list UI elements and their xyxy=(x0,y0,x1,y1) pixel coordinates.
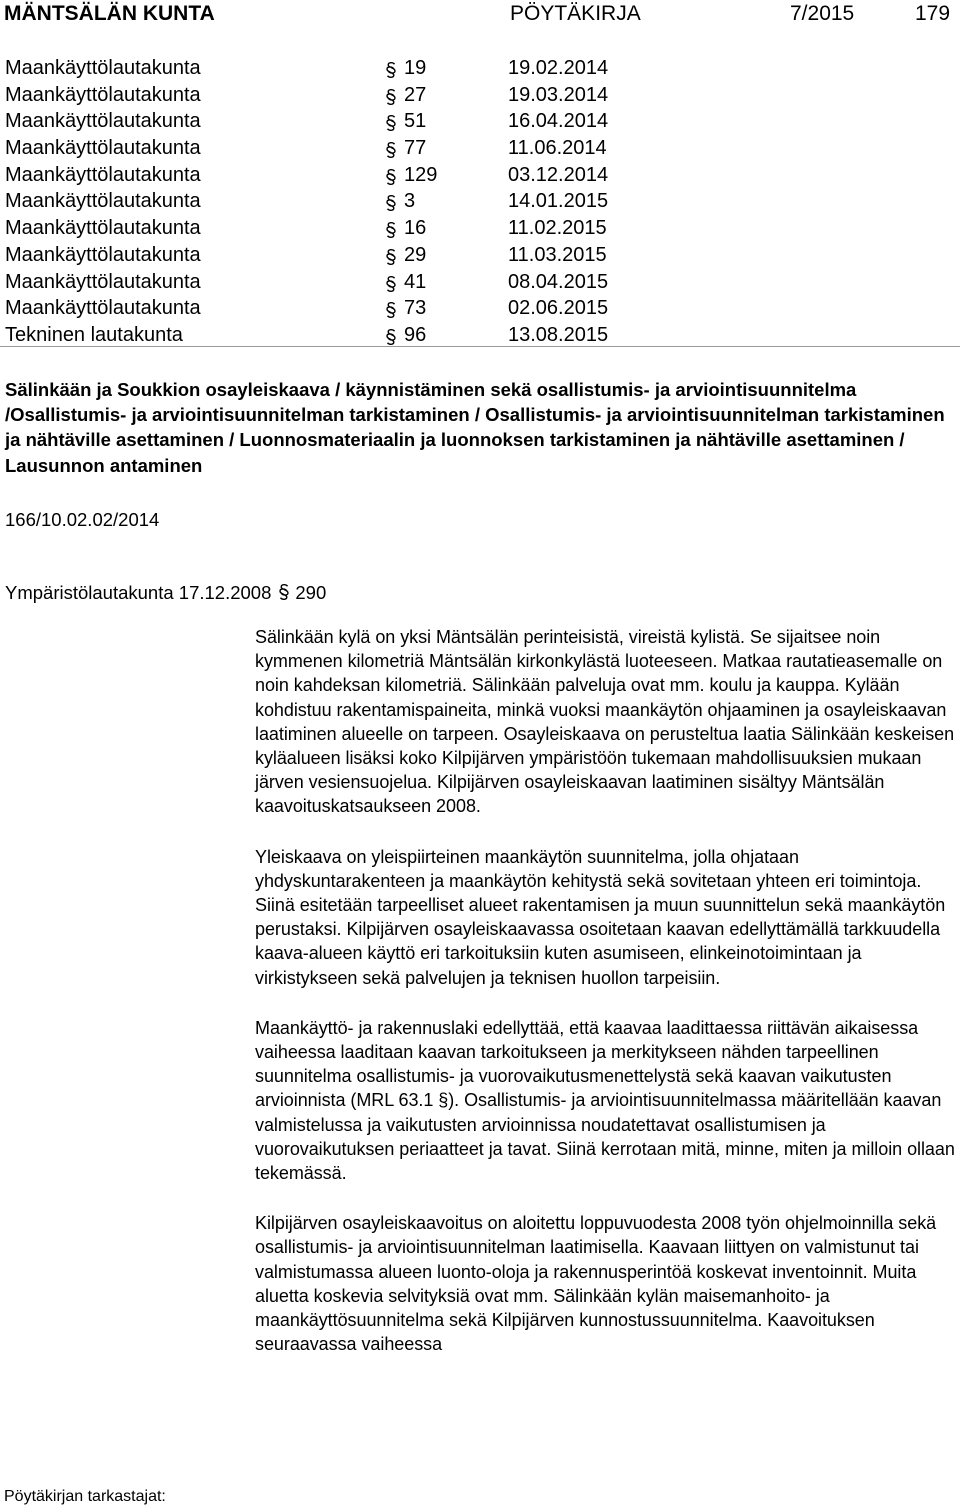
reference-body: Maankäyttölautakunta xyxy=(5,83,201,106)
section-sign-icon xyxy=(384,87,398,105)
reference-number: 41 xyxy=(404,270,427,293)
reference-date: 02.06.2015 xyxy=(508,297,609,320)
reference-body: Maankäyttölautakunta xyxy=(5,217,201,240)
main-text xyxy=(255,625,958,1382)
section-sign-icon xyxy=(384,327,398,345)
reference-number: 129 xyxy=(404,163,438,186)
reference-body: Maankäyttölautakunta xyxy=(5,270,201,293)
section-sign-icon xyxy=(384,193,398,211)
reference-body: Maankäyttölautakunta xyxy=(5,57,201,79)
section-sign-icon xyxy=(384,113,398,131)
reference-date: 08.04.2015 xyxy=(508,270,609,293)
document-number: 7/2015 xyxy=(790,2,855,25)
reference-row xyxy=(0,242,960,269)
section-sign-icon xyxy=(384,220,398,238)
reference-row xyxy=(0,108,960,135)
divider xyxy=(0,346,960,347)
reference-row xyxy=(0,295,960,322)
reference-number: 19 xyxy=(404,57,427,79)
reference-row xyxy=(0,135,960,162)
paragraph: Kilpijärven osayleiskaavoitus on aloitettu loppuvuodesta 2008 työn ohjelmoinnilla sekä osallistumis- ja arviointisuunnitelman laatimisella. Kaavaan liittyen on valmistunut tai valmistumassa alueen luonto-oloja ja rakennusperintöä koskevat inventoinnit. Muita aluetta koskevia selvityksiä ovat mm. Sälinkään kylän maisemanhoito- ja maankäyttösuunnitelma sekä Kilpijärven kunnostussuunnitelma. Kaavoituksen seuraavassa vaiheessa xyxy=(255,1213,937,1355)
reference-date: 11.06.2014 xyxy=(508,137,607,160)
reference-row xyxy=(0,162,960,189)
reference-row xyxy=(0,269,960,296)
reference-body: Maankäyttölautakunta xyxy=(5,110,201,133)
reference-date: 19.02.2014 xyxy=(508,57,609,79)
paragraph: Sälinkään kylä on yksi Mäntsälän perinteisistä, vireistä kylistä. Se sijaitsee noin kymmenen kilometriä Mäntsälän kirkonkylästä luoteeseen. Matkaa rautatieasemalle on noin kahdeksan kilometriä. Sälinkään palveluja ovat mm. koulu ja kauppa. Kylään kohdistuu rakentamispaineita, minkä vuoksi maankäytön ohjaaminen ja osayleiskaavan laatiminen alueelle on tarpeen. Osayleiskaava on perusteltua laatia Sälinkään keskeisen kyläalueen lisäksi koko Kilpijärven ympäristöön tukemaan mahdollisuuksien mukaan järven vesiensuojelua. Kilpijärven osayleiskaavan laatiminen sisältyy Mäntsälän kaavoituskatsaukseen 2008. xyxy=(255,627,955,817)
section-sign-icon xyxy=(384,167,398,185)
document-type: PÖYTÄKIRJA xyxy=(510,2,641,25)
paragraph: Maankäyttö- ja rakennuslaki edellyttää, että kaavaa laadittaessa riittävän aikaisessa vaiheessa laaditaan kaavan tarkoitukseen ja merkitykseen nähden tarpeellinen suunnitelma osallistumis- ja vuorovaikutusmenettelystä sekä kaavan vaikutusten arvioinnista (MRL 63.1 §). Osallistumis- ja arviointisuunnitelmassa määritellään kaavan valmistelussa ja vaikutusten arvioinnissa noudatettavat osallistumisen ja vuorovaikutuksen periaatteet ja tavat. Siinä kerrotaan mitä, minne, miten ja milloin ollaan tekemässä. xyxy=(255,1017,955,1184)
reference-row xyxy=(0,322,960,349)
section-sign-icon xyxy=(384,247,398,265)
reference-number: 51 xyxy=(404,110,427,133)
reference-body: Maankäyttölautakunta xyxy=(5,297,201,320)
reference-date: 13.08.2015 xyxy=(508,323,609,346)
page-header xyxy=(0,0,960,36)
minutes-checkers-label: Pöytäkirjan tarkastajat: xyxy=(4,1488,166,1505)
reference-row xyxy=(0,188,960,215)
paragraph: Yleiskaava on yleispiirteinen maankäytön suunnitelma, jolla ohjataan yhdyskuntarakenteen ja maankäytön kehitystä sekä sovitetaan yhteen eri toimintoja. Siinä esitetään tarpeelliset alueet rakentamisen ja muun suunnittelun sekä maankäytön perustaksi. Kilpijärven osayleiskaavassa osoitetaan kaavan edellyttämällä tarkkuudella kaava-alueen käyttö eri tarkoituksiin kuten asumiseen, elinkeinotoimintaan ja virkistykseen sekä palvelujen ja teknisen huollon tarpeisiin. xyxy=(255,846,946,988)
reference-date: 03.12.2014 xyxy=(508,163,609,186)
previous-decision-number: 290 xyxy=(295,582,327,603)
reference-date: 11.02.2015 xyxy=(508,217,607,240)
reference-body: Maankäyttölautakunta xyxy=(5,163,201,186)
reference-date: 16.04.2014 xyxy=(508,110,609,133)
reference-number: 77 xyxy=(404,137,427,160)
section-title: Sälinkään ja Soukkion osayleiskaava / käynnistäminen sekä osallistumis- ja arviointisuunnitelma /Osallistumis- ja arviointisuunnitelman tarkistaminen / Osallistumis- ja arviointisuunnitelman tarkistaminen ja nähtäville asettaminen / Luonnosmateriaalin ja luonnoksen tarkistaminen ja nähtäville asettaminen / Lausunnon antaminen xyxy=(5,379,945,476)
diary-number: 166/10.02.02/2014 xyxy=(5,509,160,530)
reference-row xyxy=(0,55,960,82)
reference-body: Maankäyttölautakunta xyxy=(5,190,201,213)
section-sign-icon xyxy=(384,140,398,158)
section-sign-icon xyxy=(384,300,398,318)
reference-date: 11.03.2015 xyxy=(508,243,607,266)
reference-number: 96 xyxy=(404,323,427,346)
municipality-name: MÄNTSÄLÄN KUNTA xyxy=(4,2,215,25)
reference-row xyxy=(0,215,960,242)
reference-body: Maankäyttölautakunta xyxy=(5,137,201,160)
reference-number: 73 xyxy=(404,297,427,320)
page-number: 179 xyxy=(915,2,951,25)
section-sign-icon xyxy=(277,583,291,601)
reference-number: 29 xyxy=(404,243,427,266)
section-sign-icon xyxy=(384,274,398,292)
reference-date: 19.03.2014 xyxy=(508,83,609,106)
reference-body: Maankäyttölautakunta xyxy=(5,243,201,266)
section-sign-icon xyxy=(384,60,398,78)
reference-date: 14.01.2015 xyxy=(508,190,609,213)
previous-decision xyxy=(5,580,326,605)
reference-number: 27 xyxy=(404,83,427,106)
reference-row xyxy=(0,82,960,109)
reference-number: 3 xyxy=(404,190,416,213)
reference-body: Tekninen lautakunta xyxy=(5,323,183,346)
reference-number: 16 xyxy=(404,217,427,240)
previous-decision-label: Ympäristölautakunta 17.12.2008 xyxy=(5,582,272,603)
reference-list xyxy=(0,55,960,349)
